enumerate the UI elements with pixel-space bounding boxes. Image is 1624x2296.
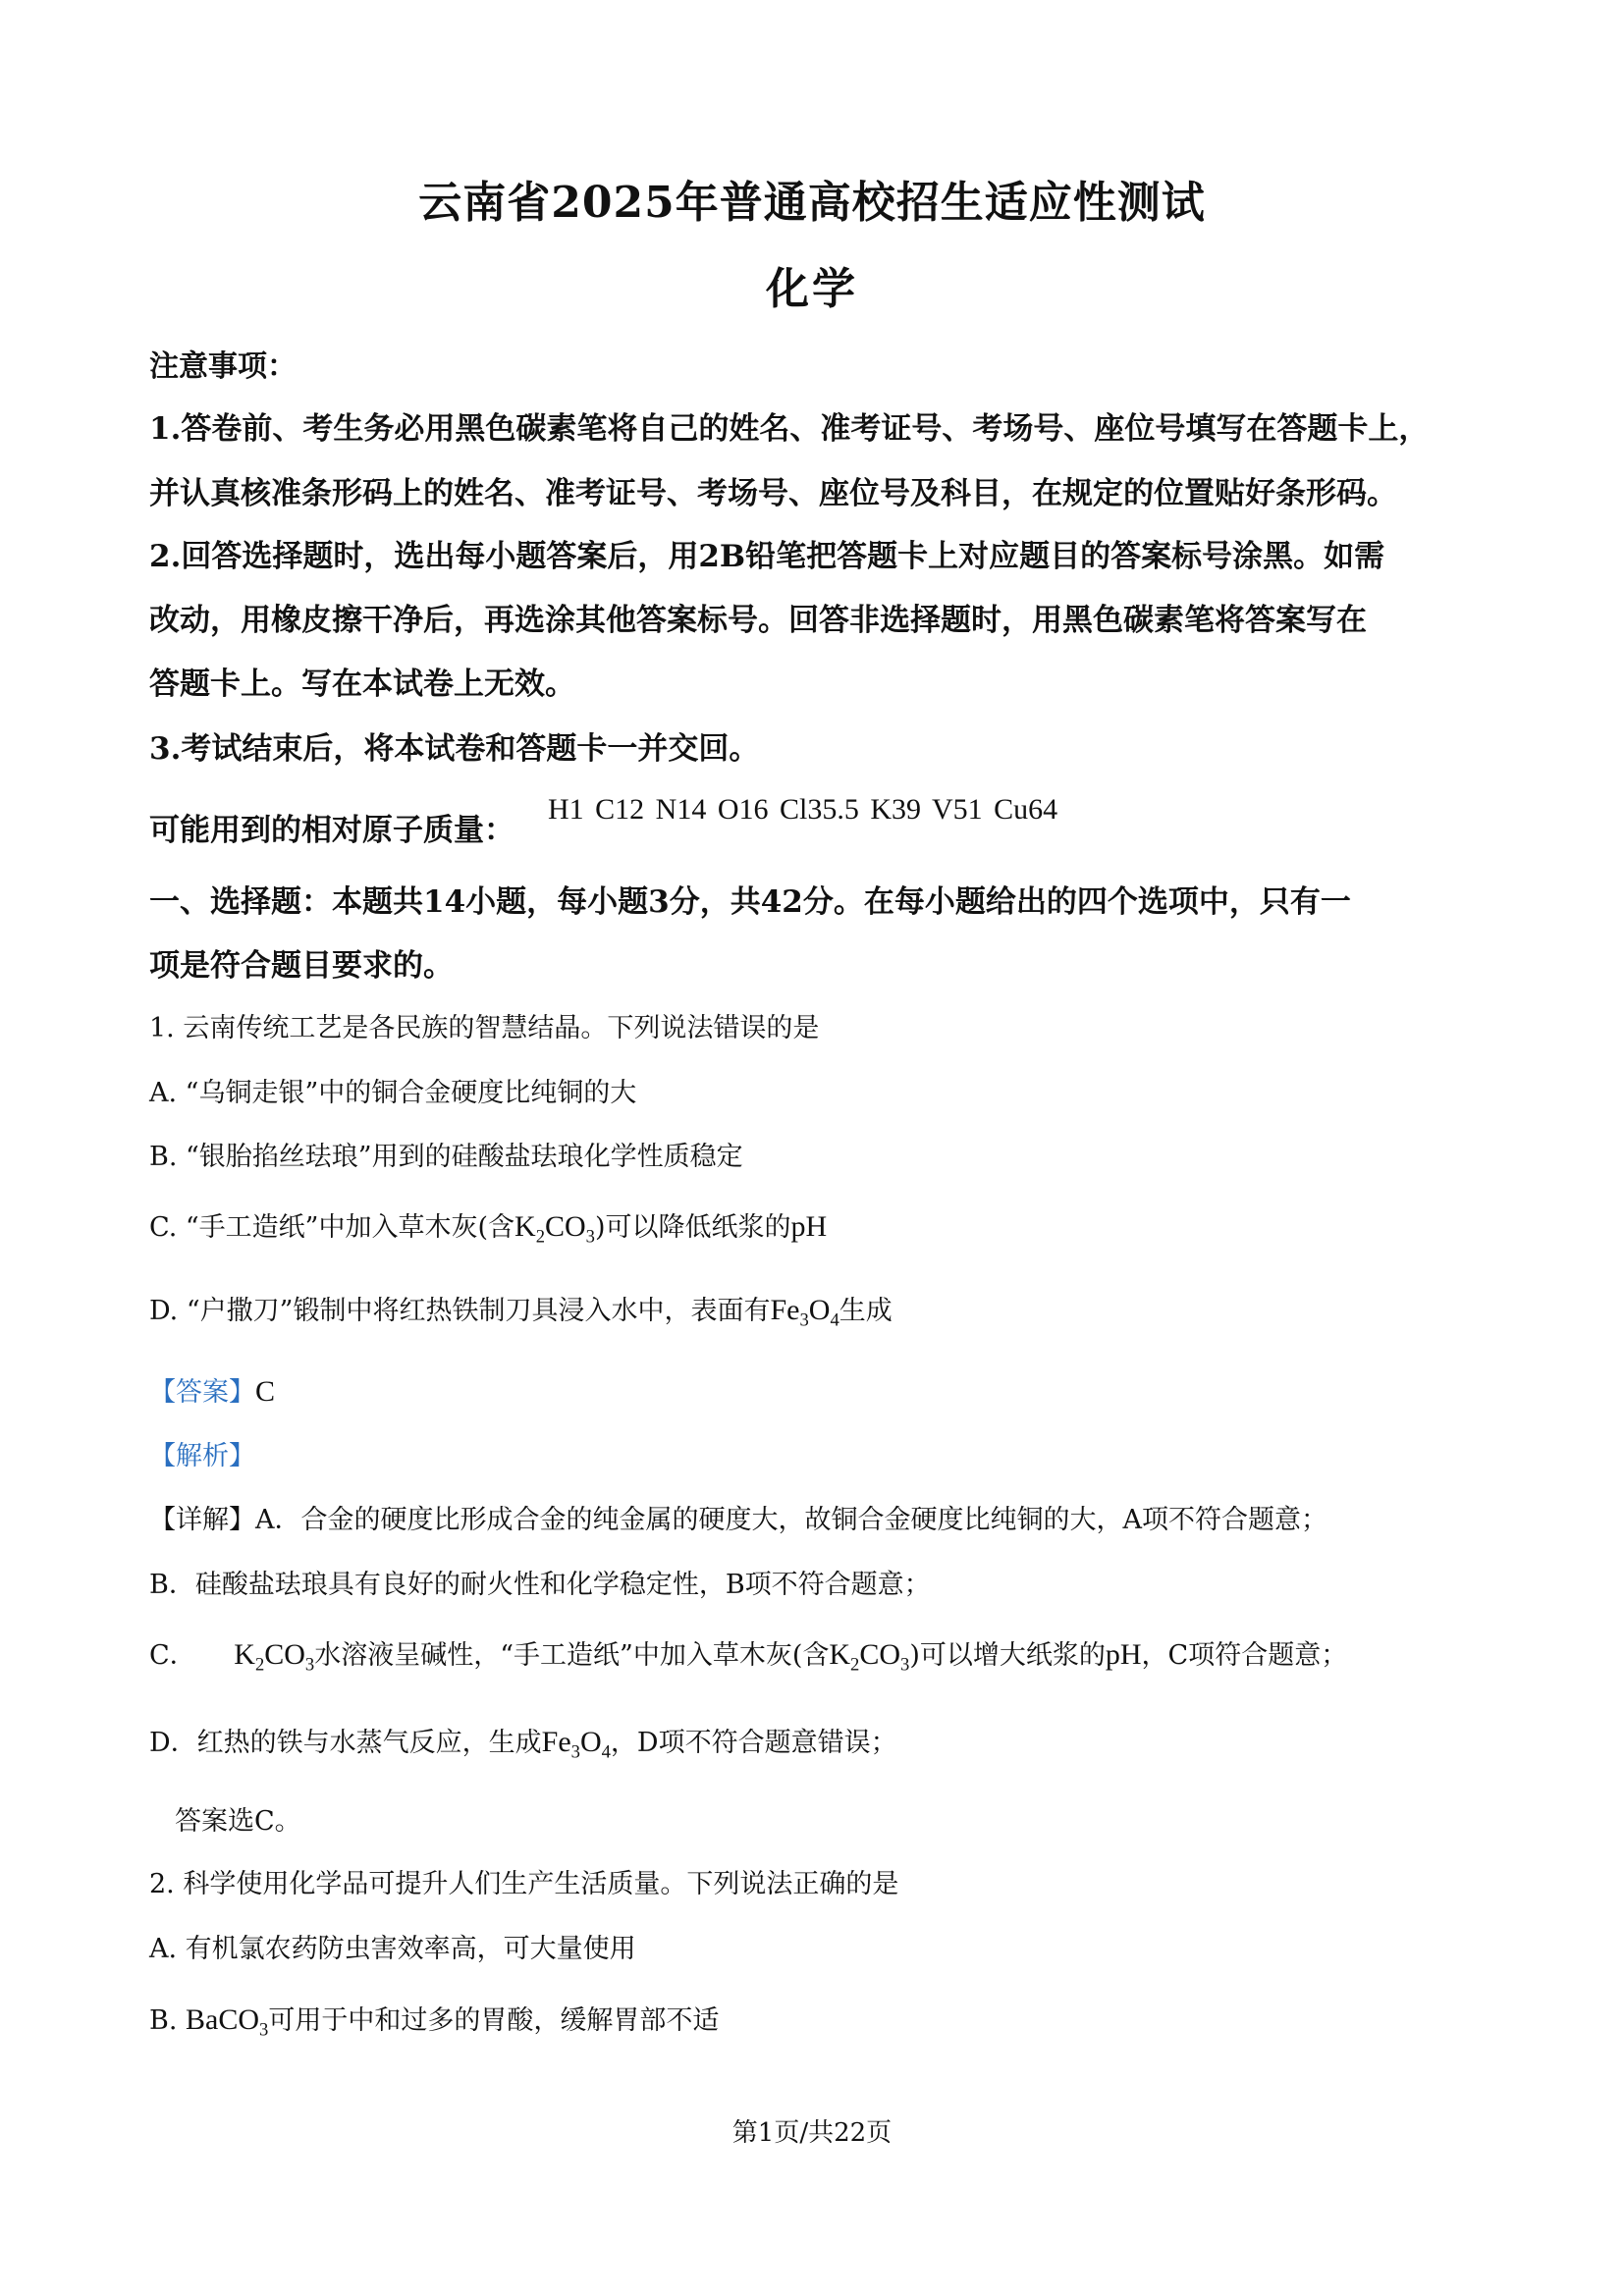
baco3-formula: BaCO$_3$ bbox=[186, 2003, 269, 2041]
notice-item2-line2: 改动，用橡皮擦干净后，再选涂其他答案标号。回答非选择题时，用黑色碳素笔将答案写在 bbox=[149, 603, 1367, 638]
subject-title: 化学 bbox=[766, 264, 858, 314]
q1-option-b: B. “银胎掐丝珐琅”用到的硅酸盐珐琅化学性质稳定 bbox=[149, 1142, 743, 1172]
q1-detail-d-post: ，D项不符合题意错误； bbox=[610, 1728, 897, 1758]
q1-answer bbox=[149, 1370, 275, 1409]
q1-option-a: A. “乌铜走银”中的铜合金硬度比纯铜的大 bbox=[149, 1078, 637, 1108]
k2co3-formula: $K_2CO_3$ bbox=[234, 1638, 315, 1676]
q1-stem: 1. 云南传统工艺是各民族的智慧结晶。下列说法错误的是 bbox=[149, 1013, 820, 1043]
ph-text: pH bbox=[1105, 1638, 1142, 1671]
q2-option-b bbox=[149, 1999, 720, 2041]
page-number: 第1页/共22页 bbox=[731, 2118, 893, 2148]
fe3o4-formula: $Fe_3O_4$ bbox=[541, 1726, 611, 1763]
notice-item2-line3: 答题卡上。写在本试卷上无效。 bbox=[149, 667, 575, 702]
q1-detail-c-mid1: 水溶液呈碱性，“手工造纸”中加入草木灰(含 bbox=[314, 1640, 830, 1671]
ph-text: pH bbox=[790, 1210, 828, 1243]
q1-detail-c-label: C． bbox=[149, 1640, 196, 1671]
q2-option-b-post: 可用于中和过多的胃酸，缓解胃部不适 bbox=[268, 2005, 720, 2036]
q2-option-b-label: B. bbox=[149, 2005, 178, 2036]
atomic-mass-values: H1 C12 N14 O16 Cl35.5 K39 V51 Cu64 bbox=[548, 793, 1058, 826]
q1-detail-c-end: ，C项符合题意； bbox=[1141, 1640, 1348, 1671]
q2-stem: 2. 科学使用化学品可提升人们生产生活质量。下列说法正确的是 bbox=[149, 1869, 899, 1899]
k2co3-formula: $K_2CO_3$ bbox=[514, 1210, 595, 1248]
analysis-tag: 【解析】 bbox=[149, 1441, 255, 1471]
q1-detail-d-pre: D．红热的铁与水蒸气反应，生成 bbox=[149, 1728, 542, 1758]
q1-option-c-post: )可以降低纸浆的 bbox=[594, 1212, 791, 1243]
q1-option-c bbox=[149, 1205, 828, 1248]
k2co3-formula: $K_2CO_3$ bbox=[829, 1638, 910, 1676]
notice-item3: 3.考试结束后，将本试卷和答题卡一并交回。 bbox=[149, 731, 760, 767]
notice-item1-line1: 1.答卷前、考生务必用黑色碳素笔将自己的姓名、准考证号、考场号、座位号填写在答题卡上， bbox=[149, 411, 1430, 447]
notice-heading: 注意事项： bbox=[149, 349, 297, 384]
q1-option-c-pre: C. “手工造纸”中加入草木灰(含 bbox=[149, 1212, 515, 1243]
section1-line2: 项是符合题目要求的。 bbox=[149, 948, 454, 984]
notice-item1-line2: 并认真核准条形码上的姓名、准考证号、考场号、座位号及科目，在规定的位置贴好条形码。 bbox=[149, 476, 1397, 511]
answer-value: C bbox=[255, 1375, 276, 1408]
q1-option-d-post: 生成 bbox=[839, 1296, 893, 1326]
q1-detail-c-mid2: )可以增大纸浆的 bbox=[909, 1640, 1106, 1671]
notice-item2-line1: 2.回答选择题时，选出每小题答案后，用2B铅笔把答题卡上对应题目的答案标号涂黑。如需 bbox=[149, 539, 1385, 574]
q1-option-d bbox=[149, 1289, 893, 1331]
answer-tag: 【答案】 bbox=[149, 1377, 255, 1408]
q1-detail-line1: 【详解】A．合金的硬度比形成合金的纯金属的硬度大，故铜合金硬度比纯铜的大，A项不符合题意； bbox=[149, 1505, 1327, 1535]
q1-conclusion: 答案选C。 bbox=[175, 1806, 301, 1837]
section1-line1: 一、选择题：本题共14小题，每小题3分，共42分。在每小题给出的四个选项中，只有一 bbox=[149, 884, 1351, 920]
atomic-mass-label: 可能用到的相对原子质量： bbox=[149, 813, 514, 848]
q1-detail-d bbox=[149, 1721, 897, 1763]
q1-detail-c bbox=[149, 1633, 1348, 1676]
page-title: 云南省2025年普通高校招生适应性测试 bbox=[418, 178, 1206, 228]
q1-option-d-pre: D. “户撒刀”锻制中将红热铁制刀具浸入水中，表面有 bbox=[149, 1296, 771, 1326]
fe3o4-formula: $Fe_3O_4$ bbox=[770, 1294, 839, 1331]
q1-detail-line2: B．硅酸盐珐琅具有良好的耐火性和化学稳定性，B项不符合题意； bbox=[149, 1570, 931, 1600]
q2-option-a: A. 有机氯农药防虫害效率高，可大量使用 bbox=[149, 1934, 636, 1964]
